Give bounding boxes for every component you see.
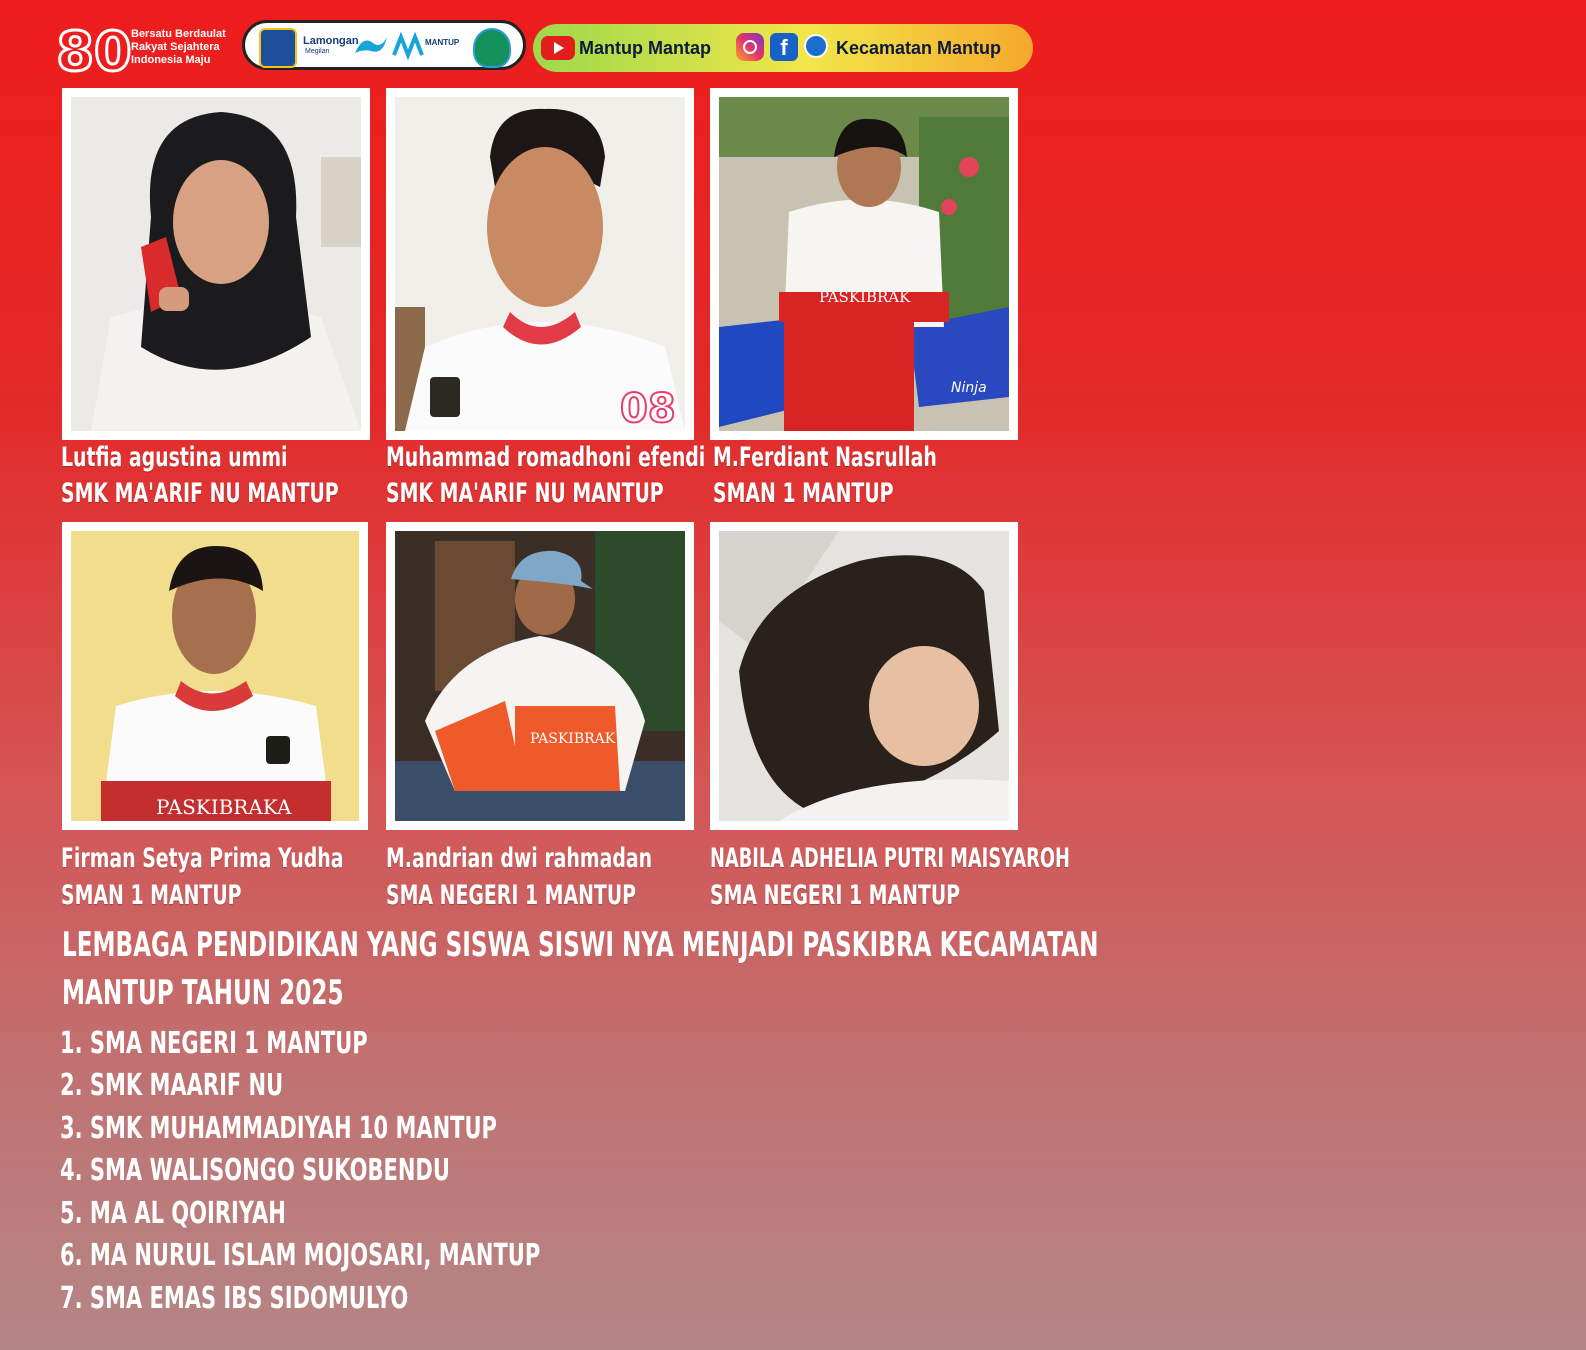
shirt-paskibraka-text: PASKIBRAKA: [156, 795, 292, 819]
youtube-icon: [541, 36, 575, 60]
institution-item-5: 5. MA AL QOIRIYAH: [60, 1196, 286, 1231]
institution-item-4: 4. SMA WALISONGO SUKOBENDU: [60, 1153, 450, 1188]
member-photo-1: [62, 88, 370, 440]
logo-80-icon: [56, 20, 132, 83]
instagram-icon: [736, 33, 764, 61]
member-name-4: Firman Setya Prima Yudha: [61, 843, 344, 874]
website-name: Kecamatan Mantup: [836, 38, 1002, 58]
member-name-6: NABILA ADHELIA PUTRI MAISYAROH: [710, 843, 1070, 874]
globe-icon: [804, 34, 828, 58]
member-school-3: SMAN 1 MANTUP: [713, 478, 894, 509]
district-emblem-icon: [473, 28, 511, 68]
standing-boy-motorcycle-image: [719, 97, 1009, 431]
member-name-3: M.Ferdiant Nasrullah: [713, 442, 937, 473]
member-name-1: Lutfia agustina ummi: [61, 442, 288, 473]
institution-item-1: 1. SMA NEGERI 1 MANTUP: [60, 1026, 368, 1061]
shirt-paskibrak-text-2: PASKIBRAK: [530, 731, 616, 747]
mantup-logo-icon: [393, 35, 423, 57]
partner-mantup-text: MANTUP: [425, 38, 460, 47]
member-photo-3: [710, 88, 1018, 440]
portrait-hijab-girl-2-image: [719, 531, 1009, 821]
institution-item-3: 3. SMK MUHAMMADIYAH 10 MANTUP: [60, 1111, 497, 1146]
portrait-hijab-girl-image: [71, 97, 361, 431]
logo-80-number: 80: [56, 20, 132, 83]
portrait-boy-image: [395, 97, 685, 431]
member-school-4: SMAN 1 MANTUP: [61, 880, 242, 911]
partner-lamongan-sub: Megilan: [305, 48, 330, 55]
partner-lamongan-text: Lamongan: [303, 35, 359, 47]
member-school-2: SMK MA'ARIF NU MANTUP: [386, 478, 664, 509]
member-school-1: SMK MA'ARIF NU MANTUP: [61, 478, 339, 509]
institution-item-2: 2. SMK MAARIF NU: [60, 1068, 284, 1103]
member-photo-2: [386, 88, 694, 440]
lamongan-emblem-icon: [259, 28, 297, 68]
tagline-line-2: Rakyat Sejahtera: [131, 41, 220, 53]
tagline: [131, 28, 226, 67]
motorcycle-brand-text: Ninja: [951, 380, 987, 396]
member-photo-5: [386, 522, 694, 830]
institution-item-6: 6. MA NURUL ISLAM MOJOSARI, MANTUP: [60, 1238, 541, 1273]
wave-logo-icon: [353, 31, 389, 61]
institutions-heading-line-1: LEMBAGA PENDIDIKAN YANG SISWA SISWI NYA MENJADI PASKIBRA KECAMATAN: [62, 925, 1099, 965]
member-school-6: SMA NEGERI 1 MANTUP: [710, 880, 961, 911]
member-name-5: M.andrian dwi rahmadan: [386, 843, 653, 874]
member-school-5: SMA NEGERI 1 MANTUP: [386, 880, 637, 911]
member-photo-4: [62, 522, 368, 830]
facebook-icon: f: [770, 33, 798, 61]
partner-logos-pill: [242, 20, 526, 70]
shirt-number-text: 08: [620, 386, 676, 432]
man-with-cap-image: [395, 531, 685, 821]
youtube-channel-name: Mantup Mantap: [579, 38, 711, 58]
institutions-heading-line-2: MANTUP TAHUN 2025: [62, 973, 344, 1013]
member-name-2: Muhammad romadhoni efendi: [386, 442, 706, 473]
shirt-paskibrak-text: PASKIBRAK: [819, 288, 911, 306]
tagline-line-3: Indonesia Maju: [131, 54, 211, 66]
portrait-young-man-image: [71, 531, 359, 821]
member-photo-6: [710, 522, 1018, 830]
tagline-line-1: Bersatu Berdaulat: [131, 28, 226, 40]
institution-item-7: 7. SMA EMAS IBS SIDOMULYO: [60, 1281, 409, 1316]
